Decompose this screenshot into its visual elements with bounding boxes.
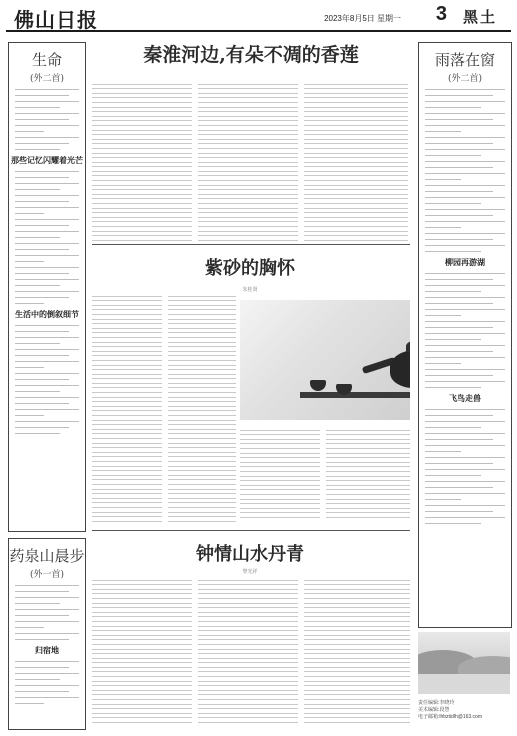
poem-subtitle-life: (外二首) bbox=[29, 74, 65, 84]
article-text-column bbox=[240, 426, 320, 522]
poem-lines bbox=[419, 409, 511, 524]
article-text-column bbox=[198, 576, 298, 726]
poem-section-title-home: 归宿地 bbox=[35, 646, 59, 655]
editor-credit: 责任编辑:李晓玲 bbox=[418, 700, 455, 706]
left-poem-box-2 bbox=[8, 538, 86, 730]
page-number: 3 bbox=[435, 3, 447, 25]
contact-email: 电子邮箱:lhbztidlh@163.com bbox=[418, 714, 482, 720]
article-text-column bbox=[304, 576, 410, 726]
left-poem-box bbox=[8, 42, 86, 532]
headline-zisha: 紫砂的胸怀 bbox=[205, 258, 295, 279]
article-text-column bbox=[168, 292, 236, 522]
poem-lines bbox=[9, 171, 85, 304]
article-text-column bbox=[92, 80, 192, 240]
article-text-column bbox=[198, 80, 298, 240]
poem-subtitle-morning-walk: (外一首) bbox=[29, 570, 65, 580]
headline-danqing: 钟情山水丹青 bbox=[196, 544, 304, 565]
poem-section-title-birds: 飞鸟走兽 bbox=[449, 394, 481, 403]
poem-lines bbox=[9, 325, 85, 434]
author-danqing: 黎光祥 bbox=[242, 569, 258, 575]
tea-tray bbox=[300, 392, 410, 398]
masthead bbox=[6, 4, 511, 32]
teapot-photo bbox=[240, 300, 410, 420]
author-zisha: 朱桂贤 bbox=[242, 287, 258, 293]
tea-cup bbox=[310, 380, 326, 391]
page-name: 黑土 bbox=[462, 9, 497, 26]
headline-qinhuai: 秦淮河边,有朵不凋的香莲 bbox=[143, 44, 359, 66]
article-text-column bbox=[326, 426, 410, 522]
right-poem-box bbox=[418, 42, 512, 628]
article-text-column bbox=[92, 292, 162, 522]
poem-lines bbox=[9, 661, 85, 704]
lake-landscape-photo bbox=[418, 632, 510, 694]
article-divider bbox=[92, 530, 410, 531]
designer-credit: 美术编辑:段慧 bbox=[418, 707, 450, 713]
date-line: 2023年8月5日 星期一 bbox=[324, 14, 401, 23]
poem-lines bbox=[9, 89, 85, 150]
poem-lines bbox=[9, 585, 85, 640]
article-divider bbox=[92, 244, 410, 245]
article-text-column bbox=[304, 80, 408, 240]
teapot bbox=[390, 350, 410, 388]
poem-section-title-memory: 那些记忆闪耀着光芒 bbox=[11, 156, 83, 165]
newspaper-logo: 佛山日报 bbox=[14, 8, 98, 32]
poem-lines bbox=[419, 89, 511, 252]
teapot-lid bbox=[406, 340, 410, 352]
author-qinhuai bbox=[230, 72, 270, 78]
poem-title-rain: 雨落在窗 bbox=[434, 51, 495, 69]
poem-lines bbox=[419, 273, 511, 388]
poem-title-morning-walk: 药泉山晨步 bbox=[9, 547, 85, 565]
page-footer bbox=[418, 700, 510, 721]
poem-title-life: 生命 bbox=[31, 51, 62, 69]
poem-section-title-lake: 柳园再游湖 bbox=[445, 258, 485, 267]
poem-section-title-details: 生活中的倒叙细节 bbox=[15, 310, 79, 319]
poem-subtitle-rain: (外二首) bbox=[447, 74, 483, 84]
article-text-column bbox=[92, 576, 192, 726]
